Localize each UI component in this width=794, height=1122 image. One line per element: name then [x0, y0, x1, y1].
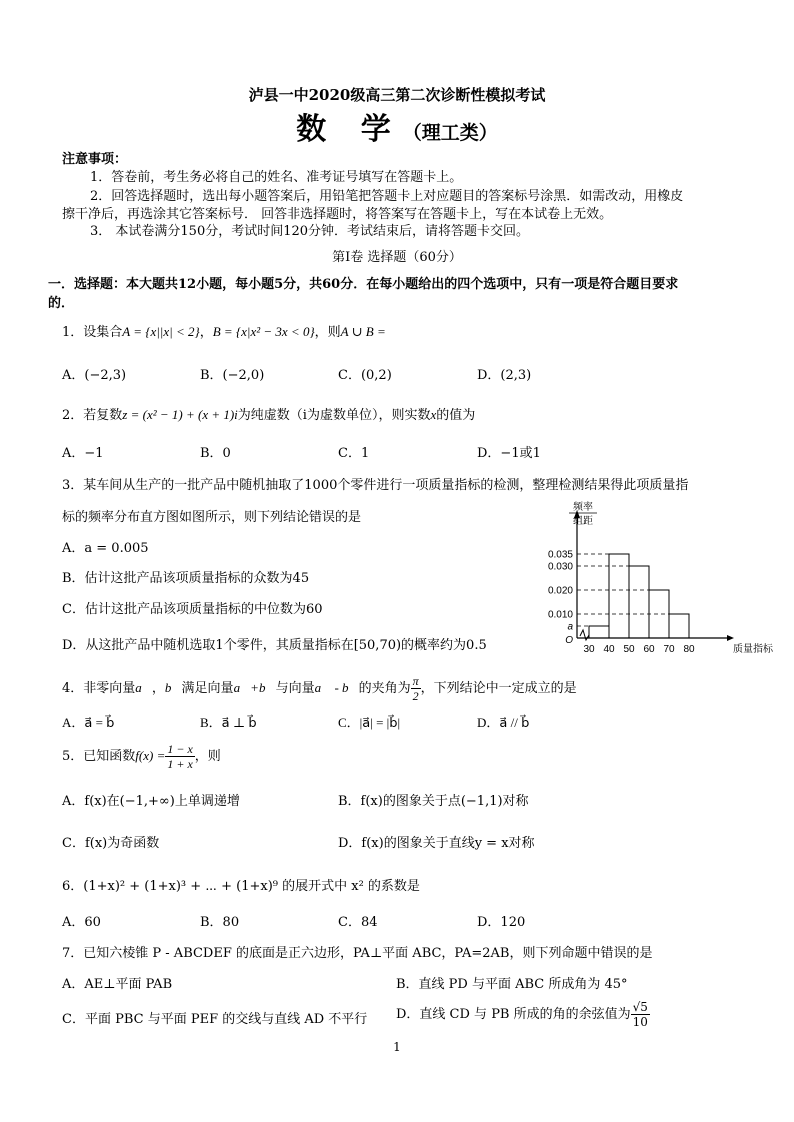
- note-item-3: 3． 本试卷满分150分，考试时间120分钟．考试结束后，请将答题卡交回。: [90, 224, 530, 239]
- subject-name: 数 学: [296, 112, 403, 147]
- histogram-bar: [629, 566, 649, 638]
- q2-expr: z = (x² − 1) + (x + 1)i: [122, 407, 238, 422]
- q7-d-frac-den: 10: [632, 1015, 648, 1029]
- q2-option-b: B．0: [200, 446, 231, 461]
- y-label-bottom: 组距: [573, 516, 593, 527]
- q4-suffix: ，下列结论中一定成立的是: [420, 681, 577, 696]
- q7-option-d: D．直线 CD 与 PB 所成的角的余弦值为: [396, 1007, 631, 1022]
- q4-sum: a⃗+b⃗: [233, 680, 276, 695]
- note-item-2-cont: 擦干净后，再选涂其它答案标号． 回答非选择题时，将答案写在答题卡上，写在本试卷上无效。: [62, 207, 613, 222]
- q2-option-c: C．1: [338, 446, 370, 461]
- x-axis-label: 质量指标: [733, 644, 773, 655]
- q6-option-b: B．80: [200, 915, 240, 930]
- section-title: 第I卷 选择题（60分）: [332, 250, 462, 265]
- q3-option-a: A．a = 0.005: [62, 541, 149, 556]
- q3-option-d: D．从这批产品中随机选取1个零件，其质量指标在[50,70)的概率约为0.5: [62, 638, 487, 653]
- x-tick-label: 30: [583, 644, 595, 655]
- section-instruction: 一．选择题：本大题共12小题，每小题5分，共60分．在每小题给出的四个选项中，只有一项是符合题目要求: [48, 277, 679, 292]
- q4-diff: a⃗ - b⃗: [314, 680, 359, 695]
- q5-fx: f(x) =: [135, 748, 166, 763]
- q1-mid: ，: [199, 325, 213, 340]
- q4-option-d: D．a⃗ // b⃗: [477, 715, 530, 730]
- q1-ask: A ∪ B =: [340, 324, 386, 339]
- q4-mid2: 与向量: [275, 681, 315, 696]
- q4-angle-den: 2: [412, 689, 419, 703]
- q5-fraction: [165, 742, 194, 771]
- q4-angle: [411, 674, 421, 703]
- q3-option-b: B．估计这批产品该项质量指标的众数为45: [62, 571, 310, 586]
- question-7-stem: 7．已知六棱锥 P - ABCDEF 的底面是正六边形，PA⊥平面 ABC，PA=2AB，则下列命题中错误的是: [62, 946, 653, 961]
- q5-option-d: D．f(x)的图象关于直线y = x对称: [338, 836, 535, 851]
- subject-title: [0, 104, 794, 148]
- q2-var: x: [430, 407, 437, 422]
- q6-option-d: D．120: [477, 915, 526, 930]
- q2-suffix: 为纯虚数（i为虚数单位），则实数: [237, 408, 431, 423]
- q5-option-b: B．f(x)的图象关于点(−1,1)对称: [338, 794, 529, 809]
- question-4-stem: 4．非零向量a⃗，b⃗满足向量a⃗+b⃗与向量a⃗ - b⃗的夹角为 $\frac{\pi}{2}$ ，下列结论中一定成立的是: [62, 674, 577, 703]
- section-instruction-cont: 的．: [48, 296, 75, 311]
- question-3-stem: 3．某车间从生产的一批产品中随机抽取了1000个零件进行一项质量指标的检测，整理检测结果得此项质量指: [62, 478, 689, 493]
- y-tick-label: a: [567, 621, 573, 633]
- q6-option-a: A．60: [62, 915, 101, 930]
- q2-option-d: D．−1或1: [477, 446, 541, 461]
- q7-d-fraction: [631, 1000, 650, 1029]
- x-tick-label: 80: [683, 644, 695, 655]
- q4-mid3: 的夹角为: [358, 681, 411, 696]
- y-tick-label: 0.020: [547, 585, 573, 597]
- q1-option-c: C．(0,2): [338, 368, 392, 383]
- question-3-stem-cont: 标的频率分布直方图如图所示，则下列结论错误的是: [62, 510, 362, 525]
- q5-suffix: ，则: [194, 749, 221, 764]
- note-item-2: 2．回答选择题时，选出每小题答案后，用铅笔把答题卡上对应题目的答案标号涂黑．如需改动，用橡皮: [90, 189, 684, 204]
- q5-option-a: A．f(x)在(−1,+∞)上单调递增: [62, 794, 240, 809]
- q3-option-c: C．估计这批产品该项质量指标的中位数为60: [62, 602, 323, 617]
- q2-prefix: 2．若复数: [62, 408, 123, 423]
- q1-option-a: A．(−2,3): [62, 368, 127, 383]
- q7-d-frac-num: √5: [632, 1000, 648, 1014]
- question-6-stem: 6．(1+x)² + (1+x)³ + ⋯ + (1+x)⁹ 的展开式中 x² 的系数是: [62, 879, 420, 894]
- q5-frac-num: 1 − x: [167, 742, 193, 756]
- q4-mid: 满足向量: [181, 681, 234, 696]
- q4-vec-b: b⃗: [164, 680, 182, 695]
- question-2-stem: [62, 404, 475, 423]
- origin-label: O: [565, 635, 573, 646]
- frequency-histogram: [525, 502, 773, 662]
- note-item-1: 1．答卷前，考生务必将自己的姓名、准考证号填写在答题卡上。: [90, 170, 463, 185]
- x-tick-label: 70: [663, 644, 675, 655]
- x-tick-label: 60: [643, 644, 655, 655]
- x-tick-label: 40: [603, 644, 615, 655]
- q7-option-b: B．直线 PD 与平面 ABC 所成角为 45°: [396, 977, 628, 992]
- q5-prefix: 5．已知函数: [62, 749, 136, 764]
- q1-suffix: ，则: [314, 325, 341, 340]
- y-tick-label: 0.035: [547, 549, 573, 561]
- q1-option-b: B．(−2,0): [200, 368, 265, 383]
- q7-option-d-row: [396, 1000, 650, 1029]
- subject-type: （理工类）: [402, 122, 498, 144]
- q4-vec-a: a⃗: [135, 680, 152, 695]
- histogram-bar: [669, 614, 689, 638]
- y-tick-label: 0.030: [547, 561, 573, 573]
- q7-option-c: C．平面 PBC 与平面 PEF 的交线与直线 AD 不平行: [62, 1012, 368, 1027]
- notes-heading: 注意事项：: [62, 152, 128, 167]
- question-1-stem: [62, 321, 386, 340]
- q4-option-a: A．a⃗ = b⃗: [62, 715, 115, 730]
- q1-prefix: 1．设集合: [62, 325, 123, 340]
- q1-set-a: A = {x||x| < 2}: [122, 324, 200, 339]
- question-5-stem: [62, 742, 221, 771]
- y-tick-label: 0.010: [547, 609, 573, 621]
- page-number: 1: [393, 1040, 401, 1054]
- q2-option-a: A．−1: [62, 446, 104, 461]
- histogram-bar: [609, 554, 629, 638]
- y-label-top: 频率: [573, 502, 593, 513]
- x-axis-arrow: [727, 635, 734, 641]
- q5-frac-den: 1 + x: [167, 757, 193, 771]
- q4-option-c: C．|a⃗| = |b⃗|: [338, 715, 401, 730]
- histogram-bar: [649, 590, 669, 638]
- q4-option-b: B．a⃗ ⊥ b⃗: [200, 715, 257, 730]
- q4-prefix: 4．非零向量: [62, 681, 136, 696]
- q5-option-c: C．f(x)为奇函数: [62, 836, 160, 851]
- histogram-bar: [589, 626, 609, 638]
- q1-set-b: B = {x|x² − 3x < 0}: [212, 324, 315, 339]
- q7-option-a: A．AE⊥平面 PAB: [62, 977, 173, 992]
- q2-end: 的值为: [436, 408, 476, 423]
- q6-option-c: C．84: [338, 915, 378, 930]
- exam-title: 泸县一中2020级高三第二次诊断性模拟考试: [248, 86, 546, 104]
- q1-option-d: D．(2,3): [477, 368, 532, 383]
- q4-angle-num: π: [412, 674, 419, 688]
- x-tick-label: 50: [623, 644, 635, 655]
